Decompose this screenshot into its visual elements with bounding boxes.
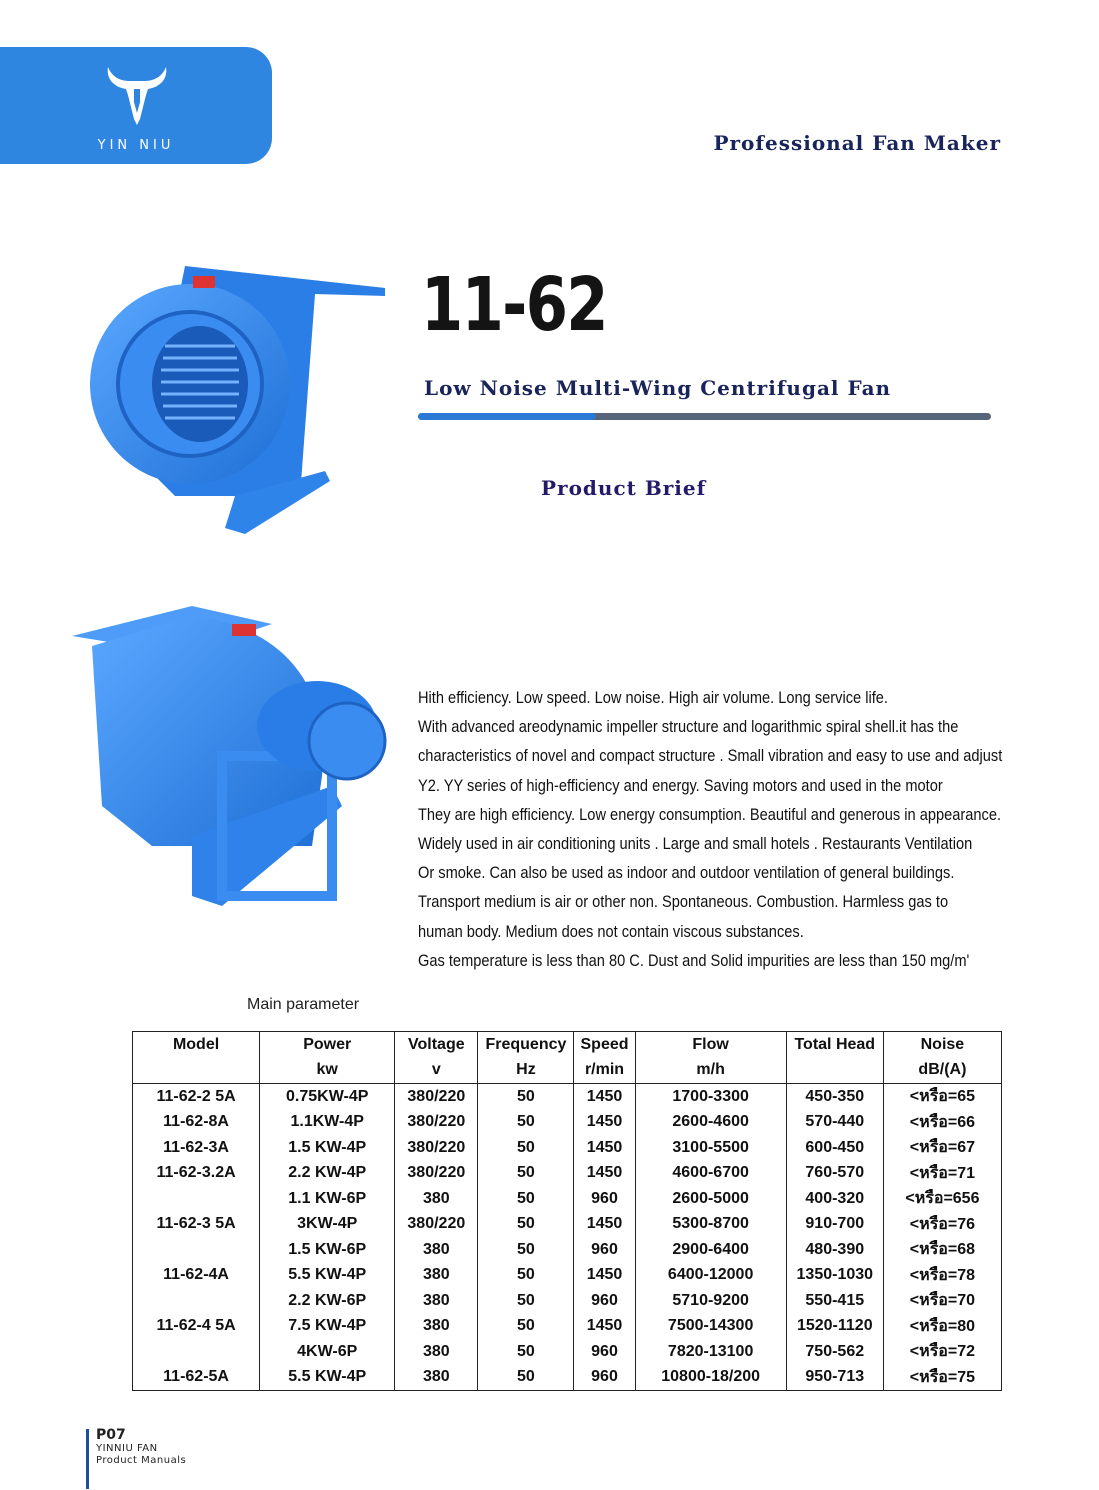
table-cell: 450-350	[786, 1084, 883, 1110]
table-cell: 910-700	[786, 1212, 883, 1238]
table-cell: <หรือ=71	[883, 1161, 1001, 1187]
header-total-head: Total Head	[786, 1032, 883, 1058]
table-row	[133, 1212, 1002, 1238]
table-cell: 11-62-3.2A	[133, 1161, 260, 1187]
table-cell: 380	[395, 1365, 478, 1391]
table-cell: 50	[478, 1314, 574, 1340]
table-cell	[133, 1186, 260, 1212]
table-row	[133, 1365, 1002, 1391]
table-cell: <หรือ=66	[883, 1110, 1001, 1136]
table-cell: 1450	[574, 1084, 635, 1110]
table-cell: 50	[478, 1339, 574, 1365]
table-cell: 10800-18/200	[635, 1365, 786, 1391]
table-cell: 950-713	[786, 1365, 883, 1391]
table-cell: 11-62-4 5A	[133, 1314, 260, 1340]
table-cell: 1.1 KW-6P	[260, 1186, 395, 1212]
table-row	[133, 1135, 1002, 1161]
table-cell: 1450	[574, 1135, 635, 1161]
table-cell: 380/220	[395, 1212, 478, 1238]
table-cell: 1450	[574, 1263, 635, 1289]
table-cell: <หรือ=70	[883, 1288, 1001, 1314]
table-row	[133, 1263, 1002, 1289]
table-cell: 50	[478, 1212, 574, 1238]
table-units-row	[133, 1058, 1002, 1084]
page-footer	[96, 1427, 186, 1467]
parameter-table	[132, 1031, 1002, 1391]
table-cell: 1.1KW-4P	[260, 1110, 395, 1136]
table-cell: 5710-9200	[635, 1288, 786, 1314]
table-cell: 11-62-2 5A	[133, 1084, 260, 1110]
table-cell: 11-62-5A	[133, 1365, 260, 1391]
table-cell: <หรือ=65	[883, 1084, 1001, 1110]
table-cell: <หรือ=67	[883, 1135, 1001, 1161]
table-cell: 400-320	[786, 1186, 883, 1212]
table-cell: 380	[395, 1263, 478, 1289]
table-caption: Main parameter	[247, 996, 360, 1013]
table-cell: 480-390	[786, 1237, 883, 1263]
table-cell: 7820-13100	[635, 1339, 786, 1365]
table-cell: <หรือ=72	[883, 1339, 1001, 1365]
table-cell: 1450	[574, 1110, 635, 1136]
table-cell: 1700-3300	[635, 1084, 786, 1110]
fan-motor-image	[72, 606, 387, 916]
table-cell: 4KW-6P	[260, 1339, 395, 1365]
table-cell: 1520-1120	[786, 1314, 883, 1340]
table-cell: 11-62-4A	[133, 1263, 260, 1289]
table-cell	[133, 1288, 260, 1314]
table-cell: 3100-5500	[635, 1135, 786, 1161]
unit-cell	[786, 1058, 883, 1084]
table-cell: <หรือ=76	[883, 1212, 1001, 1238]
table-cell	[133, 1237, 260, 1263]
unit-cell: Hz	[478, 1058, 574, 1084]
brand-logo	[0, 47, 272, 164]
brief-line: Widely used in air conditioning units . Large and small hotels . Restaurants Ventilation	[418, 834, 973, 854]
table-cell: 380/220	[395, 1135, 478, 1161]
brief-title: Product Brief	[541, 476, 707, 500]
footer-brand: YINNIU FAN	[96, 1443, 158, 1454]
table-cell: 2600-5000	[635, 1186, 786, 1212]
table-cell: 2900-6400	[635, 1237, 786, 1263]
model-title: 11-62	[421, 262, 607, 348]
table-row	[133, 1186, 1002, 1212]
table-cell: 570-440	[786, 1110, 883, 1136]
table-cell: 50	[478, 1263, 574, 1289]
table-cell: 50	[478, 1161, 574, 1187]
table-cell: 50	[478, 1084, 574, 1110]
fan-front-image	[85, 266, 385, 536]
page-number: P07	[96, 1427, 126, 1443]
table-cell: 5.5 KW-4P	[260, 1263, 395, 1289]
table-cell: 11-62-3A	[133, 1135, 260, 1161]
bull-logo-icon	[104, 61, 170, 139]
brief-line: Transport medium is air or other non. Spontaneous. Combustion. Harmless gas to	[418, 892, 949, 912]
table-cell: 0.75KW-4P	[260, 1084, 395, 1110]
table-cell: <หรือ=78	[883, 1263, 1001, 1289]
table-cell: 4600-6700	[635, 1161, 786, 1187]
table-cell: 380	[395, 1237, 478, 1263]
table-row	[133, 1084, 1002, 1110]
table-cell: 50	[478, 1110, 574, 1136]
unit-cell: v	[395, 1058, 478, 1084]
table-cell: 2.2 KW-4P	[260, 1161, 395, 1187]
unit-cell: dB/(A)	[883, 1058, 1001, 1084]
table-cell: 960	[574, 1186, 635, 1212]
table-cell: <หรือ=80	[883, 1314, 1001, 1340]
header-power: Power	[260, 1032, 395, 1058]
table-row	[133, 1161, 1002, 1187]
header-voltage: Voltage	[395, 1032, 478, 1058]
brief-line: Hith efficiency. Low speed. Low noise. High air volume. Long service life.	[418, 688, 888, 707]
table-cell: <หรือ=75	[883, 1365, 1001, 1391]
table-cell: 50	[478, 1365, 574, 1391]
footer-doc: Product Manuals	[96, 1455, 187, 1466]
table-cell: 50	[478, 1237, 574, 1263]
table-cell: 7.5 KW-4P	[260, 1314, 395, 1340]
brief-line: They are high efficiency. Low energy consumption. Beautiful and generous in appearance.	[418, 804, 1002, 824]
table-cell: 1.5 KW-6P	[260, 1237, 395, 1263]
table-cell: 380/220	[395, 1110, 478, 1136]
table-cell	[133, 1339, 260, 1365]
table-cell: 2.2 KW-6P	[260, 1288, 395, 1314]
unit-cell: kw	[260, 1058, 395, 1084]
table-cell: 960	[574, 1288, 635, 1314]
table-cell: 11-62-8A	[133, 1110, 260, 1136]
table-cell: <หรือ=68	[883, 1237, 1001, 1263]
table-cell: 960	[574, 1237, 635, 1263]
brief-line: human body. Medium does not contain viscous substances.	[418, 921, 804, 941]
table-cell: 50	[478, 1288, 574, 1314]
table-cell: 960	[574, 1365, 635, 1391]
table-cell: 960	[574, 1339, 635, 1365]
table-cell: 7500-14300	[635, 1314, 786, 1340]
table-cell: 1350-1030	[786, 1263, 883, 1289]
table-row	[133, 1288, 1002, 1314]
unit-cell	[133, 1058, 260, 1084]
header-noise: Noise	[883, 1032, 1001, 1058]
brief-line: Gas temperature is less than 80 C. Dust and Solid impurities are less than 150 mg/m'	[418, 950, 970, 970]
brief-line: With advanced areodynamic impeller structure and logarithmic spiral shell.it has the	[418, 717, 959, 737]
table-cell: 380/220	[395, 1161, 478, 1187]
table-row	[133, 1110, 1002, 1136]
brief-line: Y2. YY series of high-efficiency and energy. Saving motors and used in the motor	[418, 775, 943, 795]
table-cell: 1450	[574, 1161, 635, 1187]
table-row	[133, 1314, 1002, 1340]
table-cell: 600-450	[786, 1135, 883, 1161]
table-cell: 550-415	[786, 1288, 883, 1314]
table-cell: 50	[478, 1135, 574, 1161]
brief-line: characteristics of novel and compact structure . Small vibration and easy to use and adjust	[418, 746, 1003, 766]
table-cell: 1450	[574, 1212, 635, 1238]
unit-cell: r/min	[574, 1058, 635, 1084]
product-brief	[418, 683, 1003, 975]
table-cell: 5.5 KW-4P	[260, 1365, 395, 1391]
table-cell: 5300-8700	[635, 1212, 786, 1238]
table-cell: 50	[478, 1186, 574, 1212]
table-cell: 380	[395, 1339, 478, 1365]
table-cell: 380	[395, 1186, 478, 1212]
table-row	[133, 1237, 1002, 1263]
header-frequency: Frequency	[478, 1032, 574, 1058]
table-cell: 750-562	[786, 1339, 883, 1365]
table-cell: <หรือ=656	[883, 1186, 1001, 1212]
table-cell: 11-62-3 5A	[133, 1212, 260, 1238]
logo-text: YIN NIU	[97, 138, 175, 153]
brief-line: Or smoke. Can also be used as indoor and outdoor ventilation of general buildings.	[418, 863, 955, 883]
table-row	[133, 1339, 1002, 1365]
table-cell: 6400-12000	[635, 1263, 786, 1289]
header-flow: Flow	[635, 1032, 786, 1058]
tagline: Professional Fan Maker	[713, 131, 1001, 155]
table-cell: 380/220	[395, 1084, 478, 1110]
table-cell: 1.5 KW-4P	[260, 1135, 395, 1161]
table-body	[133, 1084, 1002, 1391]
product-subtitle: Low Noise Multi-Wing Centrifugal Fan	[424, 376, 892, 400]
table-cell: 2600-4600	[635, 1110, 786, 1136]
header-model: Model	[133, 1032, 260, 1058]
footer-divider	[86, 1429, 89, 1489]
table-cell: 1450	[574, 1314, 635, 1340]
table-cell: 760-570	[786, 1161, 883, 1187]
table-cell: 3KW-4P	[260, 1212, 395, 1238]
unit-cell: m/h	[635, 1058, 786, 1084]
title-underline	[418, 413, 991, 420]
table-cell: 380	[395, 1314, 478, 1340]
table-cell: 380	[395, 1288, 478, 1314]
table-header-row	[133, 1032, 1002, 1058]
header-speed: Speed	[574, 1032, 635, 1058]
